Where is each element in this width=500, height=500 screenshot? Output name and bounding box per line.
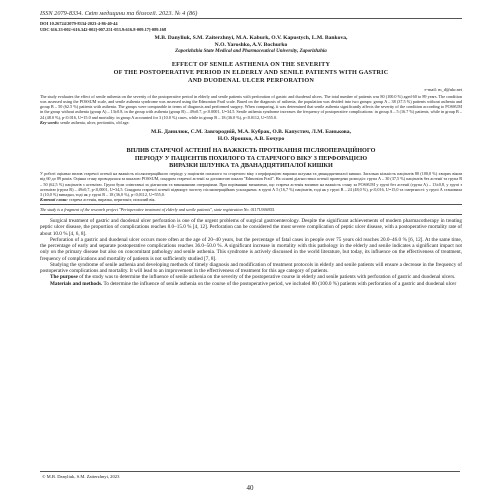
materials-text: To determine the influence of senile asthenia on the course of the postoperative period, we included 80 (100.0 %) patients with perforation of a gastric and duodenal ulcer xyxy=(102,280,457,287)
copyright-notice: © M.B. Danyliuk, S.M. Zaiterzhnyi, 2023 xyxy=(42,474,120,479)
purpose-text: of the study was to determine the influence of senile asthenia on the severity of the postoperative course in elderly and senile patients with perforation of gastric and duodenal ulcers. xyxy=(77,274,456,281)
materials-paragraph xyxy=(40,281,462,287)
body-paragraph: Surgical treatment of gastric and duodenal ulcer perforation is one of the urgent problems of surgical gastroenterology. Despite the significant achievements of modern pharmacotherapy in treating peptic ulcer disease, the proportion of complications reaches 8.0–15.0 % [4, 12]. Perforation can be considered the most severe complication of peptic ulcer disease, with a postoperative mortality rate of about 10.0 % [4, 6, 8]. xyxy=(40,218,462,237)
title-ua-line-3: ВИРАЗКИ ШЛУНКА ТА ДВАНАДЦЯТИПАЛОЇ КИШКИ xyxy=(169,161,333,169)
keywords-ua xyxy=(40,197,462,202)
keywords-en-label: Key words: xyxy=(40,119,60,125)
authors-en-line-1: M.B. Danyliuk, S.M. Zaiterzhnyi, M.A. Kaburk, O.V. Kapustych, L.M. Bankova, xyxy=(154,35,348,41)
section-divider-2 xyxy=(40,214,462,215)
running-header: ISSN 2079-8334. Світ медицини та біології. 2023. № 4 (86) xyxy=(40,10,198,17)
title-ua-line-2: ПЕРІОДУ У ПАЦІЄНТІВ ПОХИЛОГО ТА СТАРЕЧОГО ВІКУ З ПЕРФОРАЦІЄЮ xyxy=(134,154,368,162)
authors-ua-line-1: М.Б. Данилюк, С.М. Завгородній, М.А. Кубрак, О.В. Капустич, Л.М. Банькова, xyxy=(150,128,351,135)
article-identifiers xyxy=(40,21,462,33)
doi-line: DOI 10.26724/2079-8334-2023-4-86-40-44 xyxy=(40,21,118,26)
purpose-label: The purpose xyxy=(50,274,78,281)
authors-ua-line-2: Н.О. Ярошко, А.В. Бочуро xyxy=(217,135,285,142)
contact-email[interactable]: e-mail: m_d@ukr.net xyxy=(424,87,462,93)
udc-line: UDC 616.33-002+616.342-002]-007.251-053.9:616.8-009.17]-089.168 xyxy=(40,27,167,32)
research-project-note: The study is a fragment of the research project "Perioperative treatment of elderly and senile patients", state registration No. 0117U006955. xyxy=(40,206,276,212)
institution: Zaporizhzhia State Medical and Pharmaceutical University, Zaporizhzhia xyxy=(175,49,327,55)
article-title-ua xyxy=(40,147,462,169)
article-title-en xyxy=(40,61,462,84)
body-paragraph: Studying the syndrome of senile asthenia and developing methods of timely diagnosis and modification of treatment protocols in elderly and senile patients will ensure a decrease in the frequency of postoperative complications and mortality. It will lead to an improvement in the effectiveness of treatment for this age category of patients. xyxy=(40,261,462,275)
body-paragraph: Perforation of a gastric and duodenal ulcer occurs more often at the age of 20–40 years, but the percentage of fatal cases in people over 75 years old reaches 20.0–46.0 % [6, 12]. At the same time, the percentage of early and separate postoperative complications reaches 36.0–50.0 %. A significant increase in mortality with this pathology in the elderly and senile indicates a significant impact not only on the primary disease but also on concomitant pathology and senile asthenia. This syndrome is actively discussed in the world literature, but today, its influence on the effectiveness of treatment, frequency of complications and mortality of patients is not sufficiently studied [7, 8]. xyxy=(40,236,462,262)
title-en-line-1: EFFECT OF SENILE ASTHENIA ON THE SEVERITY xyxy=(171,61,331,69)
header-divider xyxy=(40,18,462,19)
page-number: 40 xyxy=(246,484,254,492)
keywords-ua-text: стареча астенія, виразка, перитоніт, похилий вік. xyxy=(68,196,156,202)
article-body xyxy=(40,218,462,287)
abstract-ua: У роботі оцінено вплив старечої астенії на важкість післяопераційного періоду у пацієнтів похилого та старечого віку з перфорацією виразки шлунка та дванадцятипалої кишки. Загальна кількість пацієнтів 80 (100,0 %) хворих віком від 60 до 89 років. Оцінка стану проводилася за шкалою POSSUM, синдром старечої астенії за допомогою шкали "Edmonton Frail". На основі діагностики астенії проведено розподіл: група А – 30 (37,5 %) пацієнтів без астенії та група В – 50 (62,5 %) пацієнтів з астенією. Групи були співставні за діагнозом та виконаними операціями. При порівнянні визначено, що стареча астенія впливає на важкість стану за POSSUM у групі без астенії (група А) – 13±0,8, у групі з астенією (група В) – 49±0,7, p<0,0001, U=34,5. Синдром старечої астенії підвищує частоту післяопераційних ускладнень: в групі А 5 (16,7 %) пацієнтів, тоді як у групі В – 24 (48,0 %), p<0,016, U=15,0 та смертності: у групі А становила 3 (10,0 %) випадки, тоді як у групі В – 18 (36,0 %), p<0,0112, U=555,0. xyxy=(40,171,462,197)
title-en-line-2: OF THE POSTOPERATIVE PERIOD IN ELDERLY AND SENILE PATIENTS WITH GASTRIC xyxy=(113,69,389,76)
keywords-en-text: senile asthenia, ulcer, peritonitis, old age. xyxy=(60,119,130,125)
authors-ua xyxy=(40,129,462,143)
authors-en-line-2: N.O. Yaroshko, A.V. Bochurko xyxy=(214,42,288,49)
section-divider xyxy=(40,204,462,205)
authors-en xyxy=(40,35,462,49)
title-ua-line-1: ВПЛИВ СТАРЕЧОЇ АСТЕНІЇ НА ВАЖКІСТЬ ПРОТІКАННЯ ПІСЛЯОПЕРАЦІЙНОГО xyxy=(126,147,376,155)
keywords-en xyxy=(40,120,462,125)
materials-label: Materials and methods. xyxy=(50,280,103,287)
footer-divider xyxy=(40,471,460,472)
keywords-ua-label: Ключові слова: xyxy=(40,196,68,202)
title-en-line-3: AND DUODENAL ULCER PERFORATION xyxy=(187,76,315,84)
article-page xyxy=(40,10,462,287)
abstract-en: The study evaluates the effect of senile asthenia on the severity of the postoperative period in elderly and senile patients with perforation of gastric and duodenal ulcers. The total number of patients was 80 (100.0 %) aged 60 to 89 years. The condition was assessed using the POSSUM scale, and senile asthenia syndrome was assessed using the Edmonton Frail scale. Based on the diagnosis of asthenia, the population was divided into two groups: group A – 38 (37.5 %) patients without asthenia and group B – 50 (62.5 %) patients with asthenia. The groups were comparable in terms of diagnosis and performed surgery. When comparing, it was determined that senile asthenia significantly affects the severity of the condition according to POSSUM in the group without asthenia (group A) – 13±0.8, in the group with asthenia (group B) – 49±0.7, p<0.0001, U=34.5. Senile asthenia syndrome increases the frequency of postoperative complications: in group A – 5 (16.7 %) patients, while in group B – 24 (48.0 %), p<0.016, U=15.0 and mortality: in group A accounted for 3 (10.0 %) cases, while in group B – 18 (36.0 %), p<0.0112, U=555.0. xyxy=(40,94,462,120)
